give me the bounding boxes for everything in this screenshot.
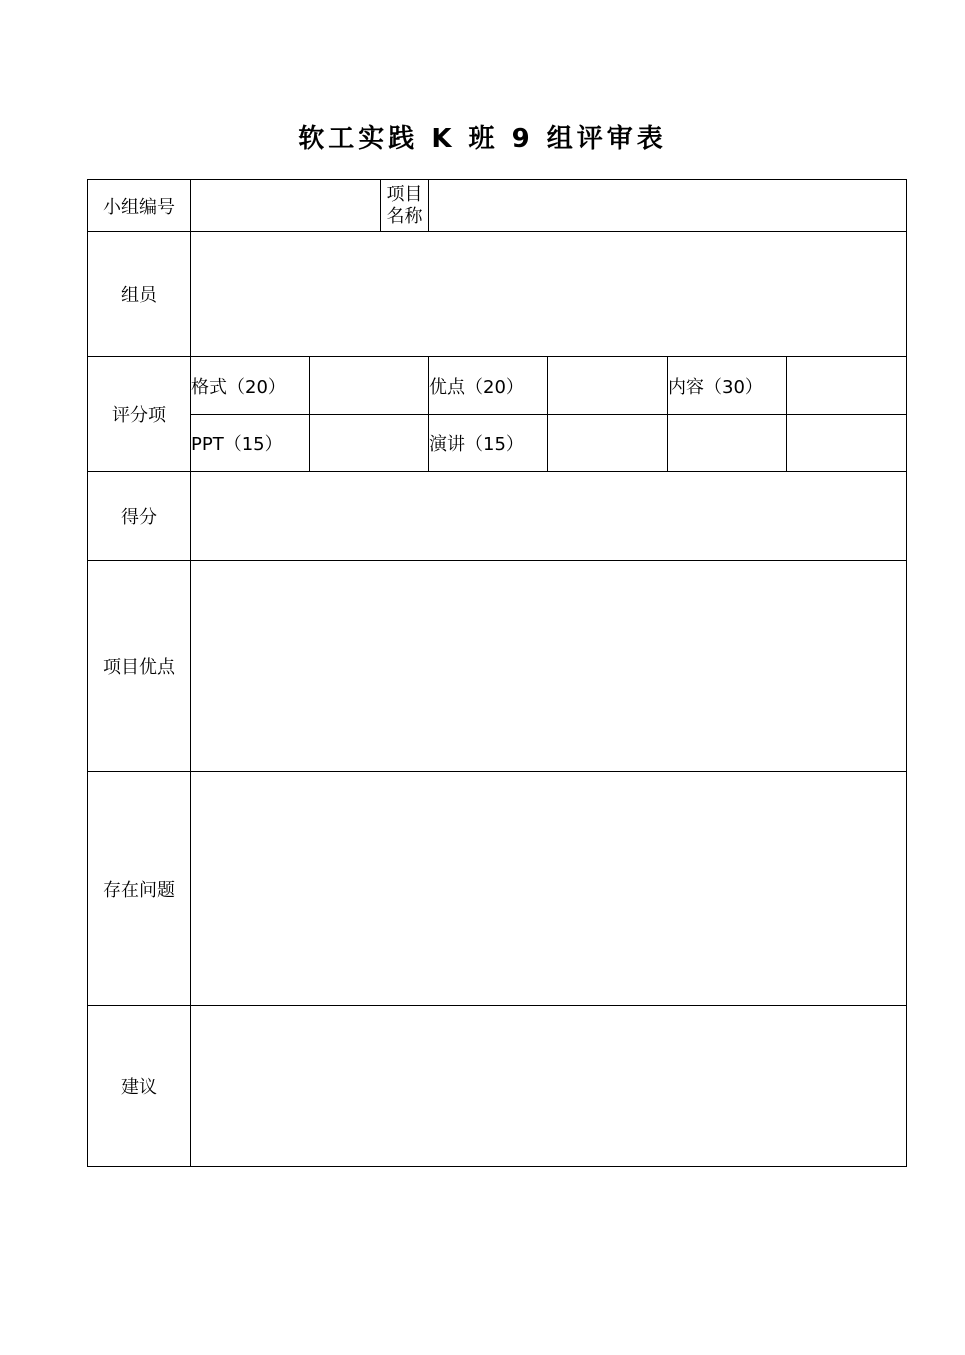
suggestions-row [88, 1006, 907, 1167]
merits-label: 项目优点 [88, 561, 191, 772]
ppt-score-field[interactable] [310, 415, 429, 472]
merits-row [88, 561, 907, 772]
page-title: 软工实践 K 班 9 组评审表 [298, 124, 667, 154]
group-number-label: 小组编号 [88, 180, 191, 232]
scoring-row-2 [88, 415, 907, 472]
format-item-label: 格式（20） [191, 357, 310, 415]
blank-score-field[interactable] [787, 415, 907, 472]
members-field[interactable] [191, 232, 907, 357]
score-label: 得分 [88, 472, 191, 561]
ppt-item-label: PPT（15） [191, 415, 310, 472]
suggestions-field[interactable] [191, 1006, 907, 1167]
speech-item-label: 演讲（15） [429, 415, 548, 472]
content-item-label: 内容（30） [668, 357, 787, 415]
content-score-field[interactable] [787, 357, 907, 415]
members-row [88, 232, 907, 357]
project-name-label [381, 180, 429, 232]
merits-field[interactable] [191, 561, 907, 772]
members-label: 组员 [88, 232, 191, 357]
review-form-table [87, 179, 907, 1167]
problems-row [88, 772, 907, 1006]
speech-score-field[interactable] [548, 415, 668, 472]
problems-field[interactable] [191, 772, 907, 1006]
scoring-label: 评分项 [88, 357, 191, 472]
header-row [88, 180, 907, 232]
score-field[interactable] [191, 472, 907, 561]
project-name-label-line1: 项目 [386, 183, 423, 205]
scoring-row-1 [88, 357, 907, 415]
group-number-field[interactable] [191, 180, 381, 232]
format-score-field[interactable] [310, 357, 429, 415]
project-name-field[interactable] [429, 180, 907, 232]
project-name-label-line2: 名称 [386, 205, 423, 227]
suggestions-label: 建议 [88, 1006, 191, 1167]
problems-label: 存在问题 [88, 772, 191, 1006]
advantages-score-field[interactable] [548, 357, 668, 415]
score-row [88, 472, 907, 561]
advantages-item-label: 优点（20） [429, 357, 548, 415]
blank-item-label[interactable] [668, 415, 787, 472]
